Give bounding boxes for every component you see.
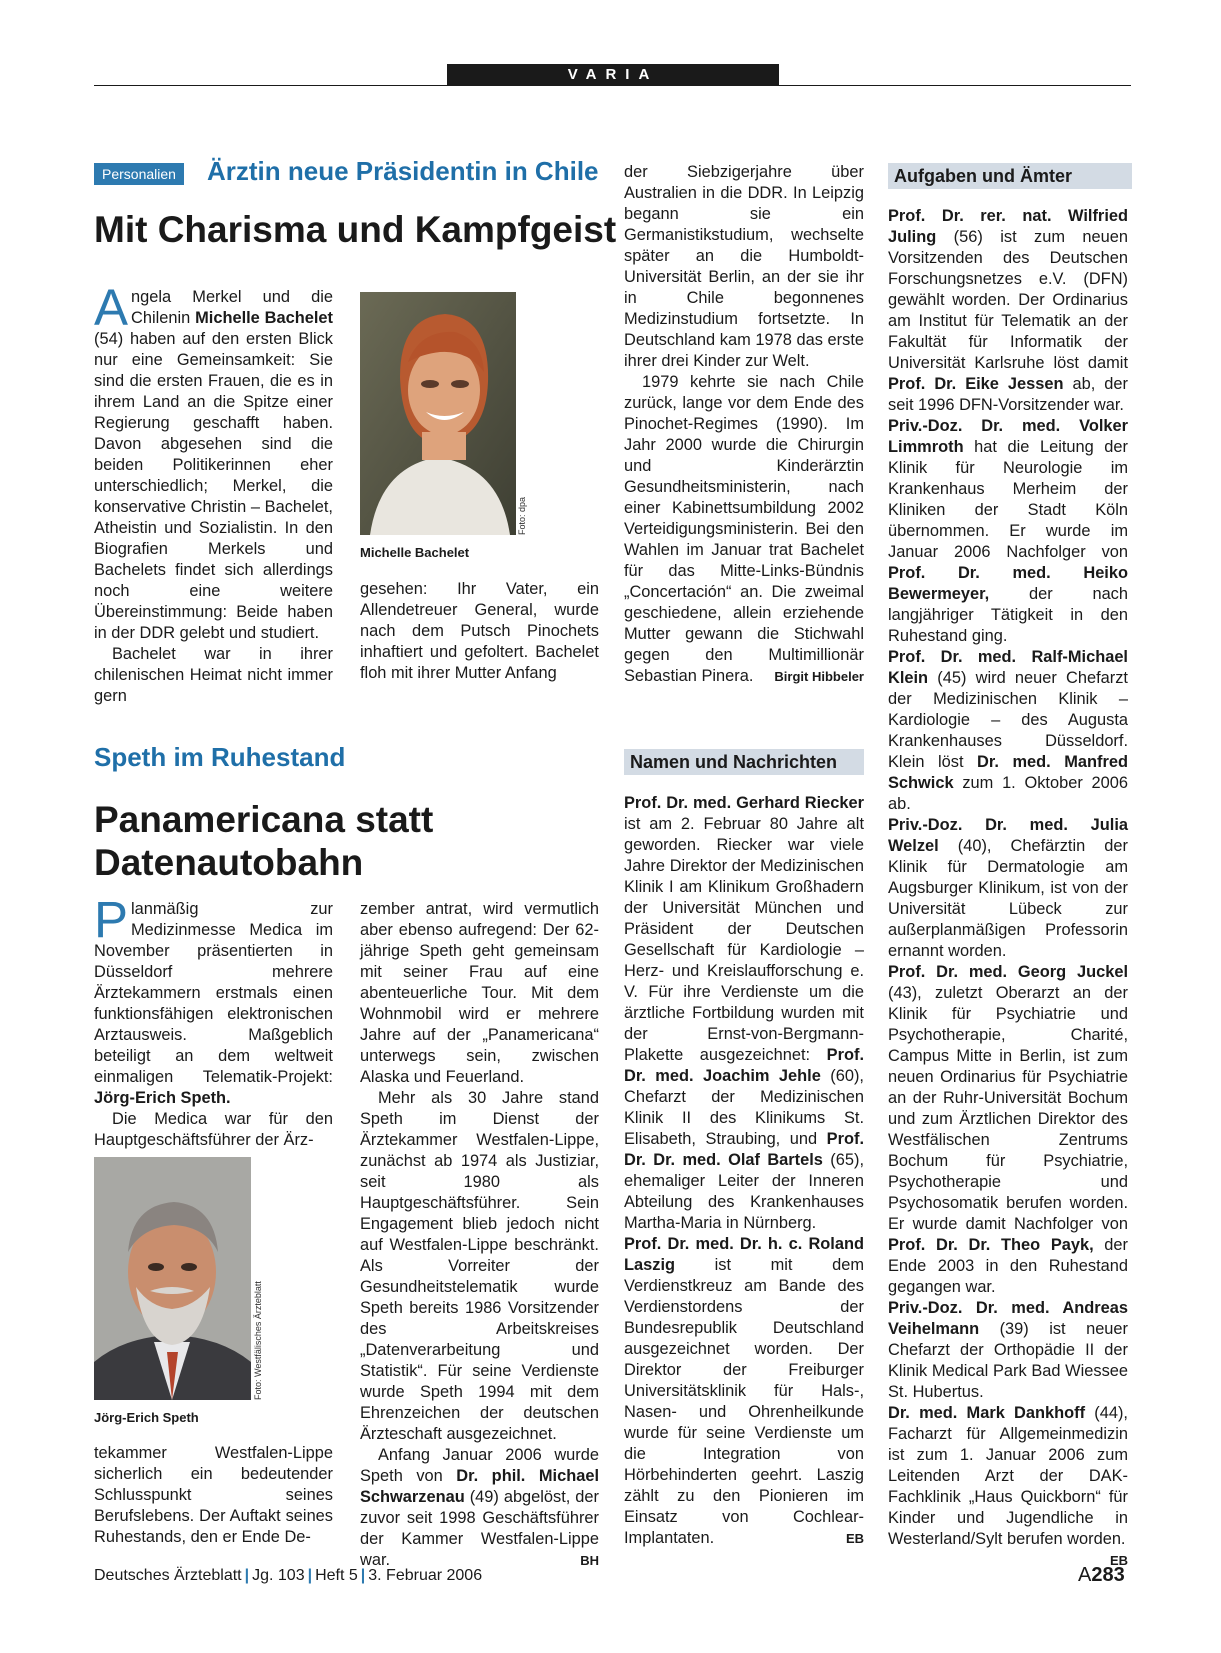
entry-text: (65), ehemaliger Leiter der Inneren Abteilung des Krankenhauses Martha-Maria in Nürnberg. — [624, 1151, 864, 1232]
joerg-erich-speth-photo — [94, 1157, 251, 1400]
volume: Jg. 103 — [252, 1567, 305, 1584]
photo-credit: Foto: Westfälisches Ärzteblatt — [253, 1281, 263, 1400]
photo-credit: Foto: dpa — [517, 496, 527, 535]
person-name: Priv.-Doz. Dr. med. Julia Welzel — [888, 816, 1128, 855]
article2-col1-bottom — [94, 1443, 333, 1548]
person-name: Michelle Bachelet — [195, 309, 333, 327]
paragraph-text: 1979 kehrte sie nach Chile zurück, lange vor dem Ende des Pinochet-Regimes (1990). Im Jahr 2000 wurde die Chirurgin und Kinderärztin Gesundheitsministerin, nach einer Kabinettsumbildung 2002 Verteidigungsministerin. Bei den Wahlen im Januar trat Bachelet für das Mitte-Links-Bündnis „Concertación“ an. Die zweimal geschiedene, allein erziehende Mutter gewann die Stichwahl gegen den Multimillionär Sebastian Pinera. — [624, 373, 864, 685]
person-name: Dr. med. Manfred Schwick — [888, 753, 1128, 792]
person-name: Prof. Dr. Eike Jessen — [888, 375, 1064, 393]
person-name: Prof. Dr. med. Joachim Jehle — [624, 1046, 864, 1085]
paragraph: Bachelet war in ihrer chilenischen Heimat nicht immer gern — [94, 645, 333, 705]
namen-nachrichten-title: Namen und Nachrichten — [624, 749, 864, 775]
article1-headline: Mit Charisma und Kampfgeist — [94, 209, 617, 250]
article1-kicker: Ärztin neue Präsidentin in Chile — [207, 156, 599, 186]
dropcap: P — [94, 891, 129, 948]
paragraph-text: lanmäßig zur Medizinmesse Medica im November präsentierten in Düsseldorf mehrere Ärztekammern erstmals einen funktionsfähigen elektronischen Arztausweis. Maßgeblich beteiligt an dem weltweit einmaligen Telematik-Projekt: — [94, 900, 333, 1086]
headline-line: Panamericana statt — [94, 799, 434, 840]
aufgaben-aemter-body — [888, 206, 1128, 1571]
author-byline: EB — [1109, 1553, 1128, 1568]
entry-text: ist mit dem Verdienstkreuz am Bande des Verdienstordens der Bundesrepublik Deutschland ausgezeichnet worden. Der Direktor der Freiburger Universitätsklinik für Hals-, Nasen- und Ohrenheilkunde wurde für seine Verdienste um die Integration von Hörbehinderten geehrt. Laszig zählt zu den Pionieren im Einsatz von Cochlear-Implantaten. — [624, 1256, 864, 1547]
paragraph: tekammer Westfalen-Lippe sicherlich ein bedeutender Schlusspunkt seines Berufslebens. Der Auftakt seines Ruhestands, den er Ende De- — [94, 1444, 333, 1546]
headline-line: Datenautobahn — [94, 842, 364, 883]
entry-text: (44), Facharzt für Allgemeinmedizin ist zum 1. Januar 2006 zum Leitenden Arzt der DAK-Fachklinik „Haus Quickborn“ für Kinder und Jugendliche in Westerland/Sylt berufen worden. — [888, 1404, 1128, 1548]
paragraph: Mehr als 30 Jahre stand Speth im Dienst der Ärztekammer Westfalen-Lippe, zunächst ab 1974 als Justiziar, seit 1980 als Hauptgeschäftsführer. Sein Engagement blieb jedoch nicht auf Westfalen-Lippe beschränkt. Als Vorreiter der Gesundheitstelematik wurde Speth bereits 1986 Vorsitzender des Arbeitskreises „Datenverarbeitung und Statistik“. Für seine Verdienste wurde Speth 1994 mit dem Ehrenzeichen der deutschen Ärzteschaft ausgezeichnet. — [360, 1089, 599, 1443]
issue: Heft 5 — [315, 1567, 358, 1584]
page-prefix: A — [1078, 1564, 1092, 1586]
issue-date: 3. Februar 2006 — [368, 1567, 483, 1584]
paragraph-text: ngela Merkel und die Chilenin — [131, 288, 333, 327]
photo-caption: Jörg-Erich Speth — [94, 1410, 199, 1425]
aufgaben-aemter-title: Aufgaben und Ämter — [888, 163, 1132, 189]
person-name: Prof. Dr. Dr. Theo Payk, — [888, 1236, 1094, 1254]
section-header: VARIA — [447, 64, 779, 86]
michelle-bachelet-photo — [360, 292, 516, 535]
person-name: Dr. phil. Michael Schwarzenau — [360, 1467, 599, 1506]
person-name: Priv.-Doz. Dr. med. Andreas Veihelmann — [888, 1299, 1128, 1338]
person-name: Prof. Dr. med. Ralf-Michael Klein — [888, 648, 1128, 687]
person-name: Prof. Dr. med. Georg Juckel — [888, 963, 1128, 981]
person-name: Prof. Dr. med. Dr. h. c. Roland Laszig — [624, 1235, 864, 1274]
journal-name: Deutsches Ärzteblatt — [94, 1567, 242, 1584]
category-badge: Personalien — [94, 163, 184, 185]
paragraph: der Siebzigerjahre über Australien in die DDR. In Leipzig begann sie ein Germanistikstudium, wechselte später an die Humboldt-Universität Berlin, an der sie ihr in Chile begonnenes Medizinstudium fortsetzte. In Deutschland kam 1978 das erste ihrer drei Kinder zur Welt. — [624, 163, 864, 370]
dropcap: A — [94, 279, 129, 336]
page-number-value: 283 — [1091, 1564, 1125, 1586]
separator: | — [360, 1567, 366, 1584]
entry-text: zum 1. Oktober 2006 ab. — [888, 774, 1128, 813]
separator: | — [307, 1567, 313, 1584]
article2-headline — [94, 798, 433, 884]
article1-col3 — [624, 162, 864, 687]
entry-text: der nach langjähriger Tätigkeit in den Ruhestand ging. — [888, 585, 1128, 645]
page-number — [1078, 1564, 1125, 1587]
entry-text: (43), zuletzt Oberarzt an der Klinik für Psychiatrie und Psychotherapie, Charité, Campus Mitte in Berlin, ist zum neuen Ordinarius für Psychiatrie an der Ruhr-Universität Bochum und zum Ärztlichen Direktor des Westfälischen Zentrums Bochum für Psychiatrie, Psychotherapie und Psychosomatik berufen worden. Er wurde damit Nachfolger von — [888, 984, 1128, 1233]
article1-col1 — [94, 279, 333, 707]
photo-caption: Michelle Bachelet — [360, 545, 470, 560]
article2-kicker: Speth im Ruhestand — [94, 742, 346, 772]
paragraph-text: (54) haben auf den ersten Blick nur eine Gemeinsamkeit: Sie sind die ersten Frauen, die es in ihrem Land an die Spitze einer Regierung geschafft haben. Davon abgesehen sind die beiden Politikerinnen eher unterschiedlich; Merkel, die konservative Christin – Bachelet, Atheistin und Sozialistin. In den Biografien Merkels und Bachelets findet sich allerdings noch eine weitere Übereinstimmung: Beide haben in der DDR gelebt und studiert. — [94, 330, 333, 642]
article2-col1 — [94, 891, 333, 1151]
person-name: Prof. Dr. med. Heiko Bewermeyer, — [888, 564, 1128, 603]
entry-text: ab, der seit 1996 DFN-Vorsitzender war. — [888, 375, 1128, 414]
separator: | — [244, 1567, 250, 1584]
entry-text: (39) ist neuer Chefarzt der Orthopädie II der Klinik Medical Park Bad Wiessee St. Hubertus. — [888, 1320, 1128, 1401]
author-byline: BH — [580, 1553, 599, 1568]
person-name: Prof. Dr. Dr. med. Olaf Bartels — [624, 1130, 864, 1169]
person-name: Prof. Dr. med. Gerhard Riecker — [624, 794, 864, 812]
paragraph: zember antrat, wird vermutlich aber ebenso aufregend: Der 62-jährige Speth geht gemeinsam mit seiner Frau auf eine abenteuerliche Tour. Mit dem Wohnmobil wird er mehrere Jahre auf der „Panamericana“ unterwegs sein, zwischen Alaska und Feuerland. — [360, 900, 599, 1086]
paragraph: gesehen: Ihr Vater, ein Allendetreuer General, wurde nach dem Putsch Pinochets inhaftiert und gefoltert. Bachelet floh mit ihrer Mutter Anfang — [360, 580, 599, 682]
entry-text: (45) wird neuer Chefarzt der Medizinischen Klinik – Kardiologie – des Augusta Krankenhauses Düsseldorf. Klein löst — [888, 669, 1128, 771]
paragraph-text: Anfang Januar 2006 wurde Speth von — [360, 1446, 599, 1485]
person-name: Jörg-Erich Speth. — [94, 1089, 231, 1107]
entry-text: (56) ist zum neuen Vorsitzenden des Deutschen Forschungsnetzes e.V. (DFN) gewählt worden. Der Ordinarius am Institut für Telematik an der Fakultät für Informatik der Universität Karlsruhe löst damit — [888, 228, 1128, 372]
entry-text: (60), Chefarzt der Medizinischen Klinik II des Klinikums St. Elisabeth, Straubing, und — [624, 1067, 864, 1148]
person-name: Dr. med. Mark Dankhoff — [888, 1404, 1086, 1422]
paragraph: Die Medica war für den Hauptgeschäftsführer der Ärz- — [94, 1110, 333, 1149]
article2-col2 — [360, 899, 599, 1571]
article1-col2 — [360, 579, 599, 684]
namen-nachrichten-body — [624, 793, 864, 1549]
entry-text: (40), Chefärztin der Klinik für Dermatologie am Augsburger Klinikum, ist von der Universität Lübeck zur außerplanmäßigen Professorin ernannt worden. — [888, 837, 1128, 960]
footer-citation — [94, 1567, 482, 1585]
paragraph-text: (49) abgelöst, der zuvor seit 1998 Geschäftsführer der Kammer Westfalen-Lippe war. — [360, 1488, 599, 1569]
entry-text: der Ende 2003 in den Ruhestand gegangen war. — [888, 1236, 1128, 1296]
author-byline: Birgit Hibbeler — [774, 669, 864, 684]
person-name: Prof. Dr. rer. nat. Wilfried Juling — [888, 207, 1128, 246]
header-rule — [94, 85, 1131, 86]
entry-text: hat die Leitung der Klinik für Neurologie im Krankenhaus Merheim der Kliniken der Stadt Köln übernommen. Er wurde im Januar 2006 Nachfolger von — [888, 438, 1128, 561]
person-name: Priv.-Doz. Dr. med. Volker Limmroth — [888, 417, 1128, 456]
entry-text: ist am 2. Februar 80 Jahre alt geworden. Riecker war viele Jahre Direktor der Medizinischen Klinik I am Klinikum Großhadern der Universität München und Präsident der Deutschen Gesellschaft für Kardiologie – Herz- und Kreislaufforschung e. V. Für ihre Verdienste um die ärztliche Fortbildung wurden mit der Ernst-von-Bergmann-Plakette ausgezeichnet: — [624, 815, 864, 1064]
author-byline: EB — [845, 1531, 864, 1546]
